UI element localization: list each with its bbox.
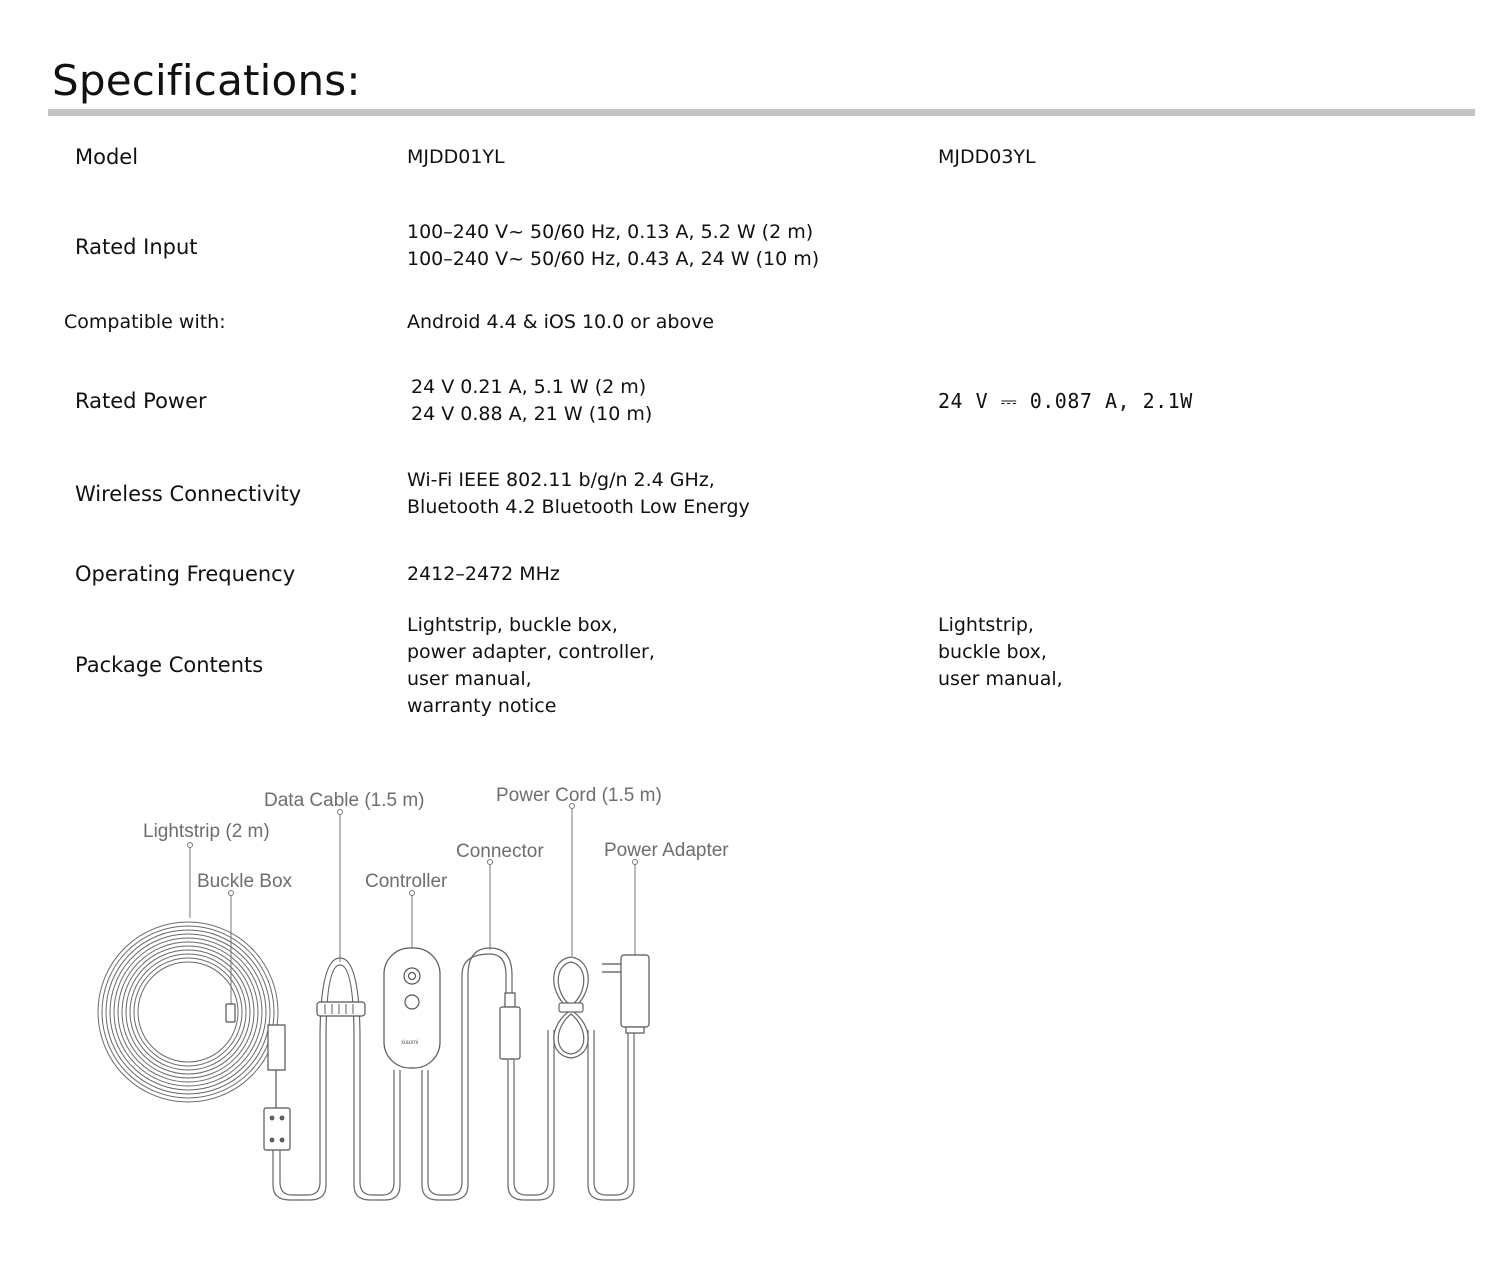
label-package-contents: Package Contents — [75, 653, 264, 677]
controller-brand: xiaomi — [401, 1040, 419, 1046]
power-adapter-label: Power Adapter — [604, 840, 729, 861]
value-rated-input: 100–240 V~ 50/60 Hz, 0.13 A, 5.2 W (2 m) 100–240 V~ 50/60 Hz, 0.43 A, 24 W (10 m) — [407, 221, 820, 270]
value-rated-power-mjdd01yl: 24 V 0.21 A, 5.1 W (2 m) 24 V 0.88 A, 21 W (10 m) — [411, 376, 653, 425]
package-contents-diagram — [0, 760, 800, 1230]
value-package-contents-mjdd03yl: Lightstrip, buckle box, user manual, — [938, 614, 1063, 690]
connector-label: Connector — [456, 841, 544, 862]
value-wireless-connectivity: Wi-Fi IEEE 802.11 b/g/n 2.4 GHz, Bluetooth 4.2 Bluetooth Low Energy — [407, 469, 750, 518]
page-title: Specifications: — [52, 56, 361, 105]
power-cord-coil — [554, 957, 589, 1058]
buckle-box-part — [226, 1004, 235, 1022]
label-rated-power: Rated Power — [75, 389, 207, 413]
connector-part — [500, 993, 520, 1059]
label-wireless-connectivity: Wireless Connectivity — [75, 482, 302, 506]
label-model: Model — [75, 145, 139, 169]
label-operating-frequency: Operating Frequency — [75, 562, 296, 586]
label-rated-input: Rated Input — [75, 235, 198, 259]
value-model-mjdd03yl: MJDD03YL — [938, 146, 1036, 168]
title-divider — [48, 109, 1475, 116]
label-compatible-with: Compatible with: — [64, 311, 226, 333]
controller-part — [384, 948, 440, 1068]
lightstrip-label: Lightstrip (2 m) — [143, 821, 270, 842]
data-cable-label: Data Cable (1.5 m) — [264, 790, 425, 811]
lightstrip-coil — [98, 922, 278, 1102]
cable-tie — [317, 1002, 365, 1016]
buckle-box-label: Buckle Box — [197, 871, 293, 892]
power-adapter-part — [602, 955, 649, 1033]
controller-label: Controller — [365, 871, 448, 892]
value-rated-power-mjdd03yl: 24 V ⎓ 0.087 A, 2.1W — [938, 389, 1193, 413]
value-operating-frequency: 2412–2472 MHz — [407, 563, 560, 585]
value-model-mjdd01yl: MJDD01YL — [407, 146, 505, 168]
cable-run — [273, 948, 634, 1200]
value-compatible-with: Android 4.4 & iOS 10.0 or above — [407, 311, 715, 333]
power-cord-label: Power Cord (1.5 m) — [496, 785, 662, 806]
value-package-contents-mjdd01yl: Lightstrip, buckle box, power adapter, controller, user manual, warranty notice — [407, 614, 655, 717]
